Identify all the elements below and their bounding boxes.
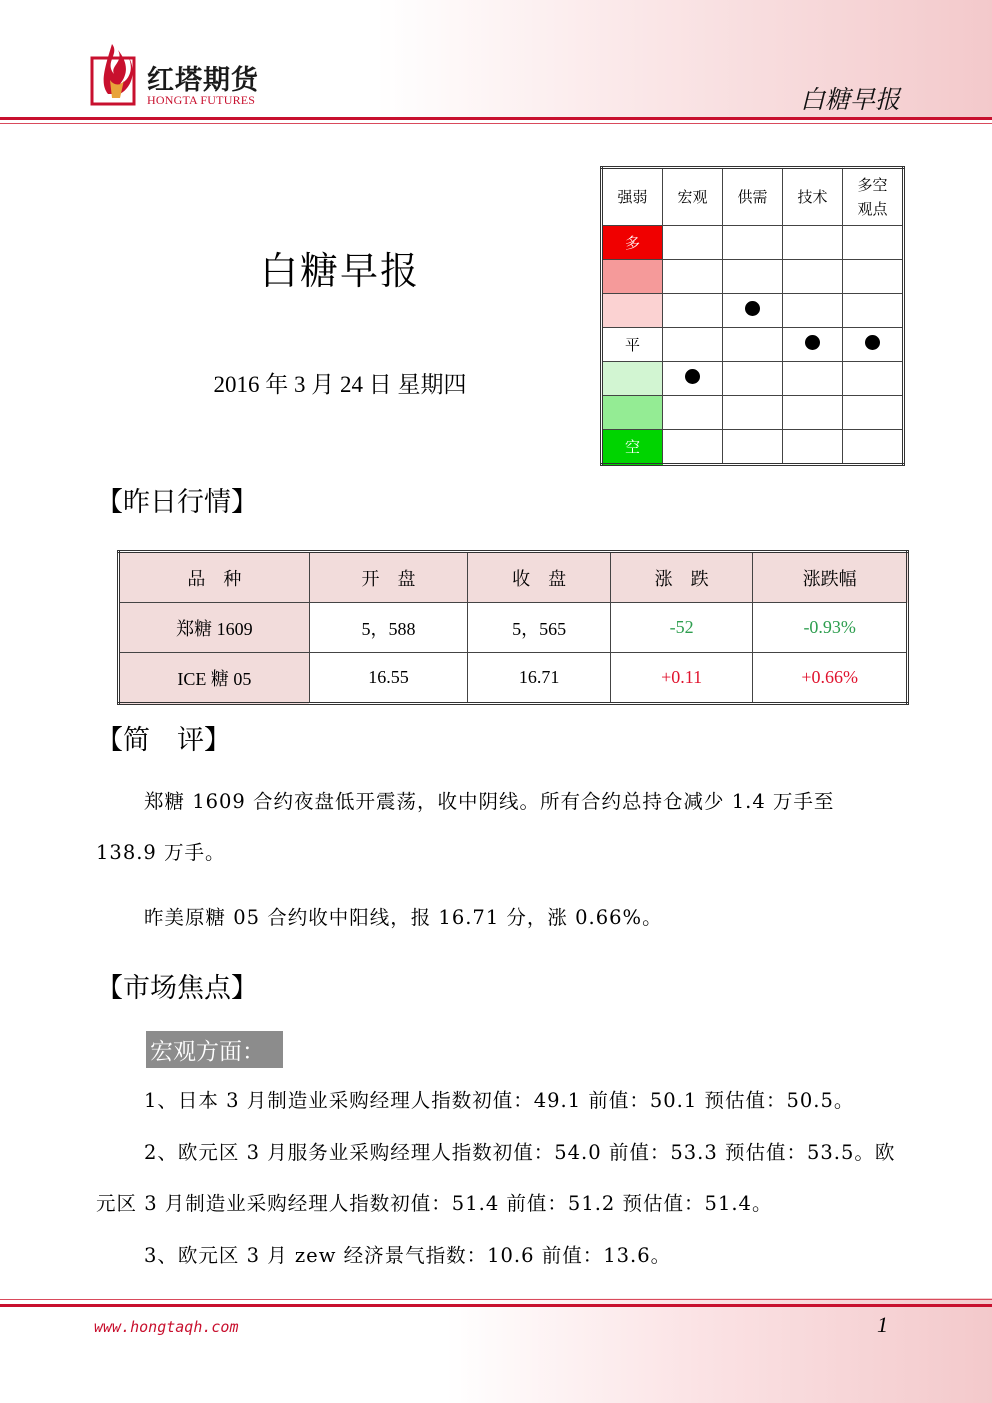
- matrix-row-level-6: [602, 396, 904, 430]
- quotes-header-row: [119, 552, 908, 603]
- footer-band: [0, 1298, 992, 1403]
- level-cell-bull: 多: [602, 226, 663, 260]
- matrix-cell: [663, 328, 723, 362]
- header-rule-thin: [0, 123, 992, 124]
- open-price: 16.55: [309, 653, 468, 704]
- level-cell: [602, 362, 663, 396]
- matrix-cell: [663, 362, 723, 396]
- price-change: +0.11: [610, 653, 753, 704]
- matrix-header-technical: 技术: [783, 168, 843, 226]
- matrix-row-level-5: [602, 362, 904, 396]
- column-header-change-pct: 涨跌幅: [753, 552, 908, 603]
- column-header-close: 收 盘: [468, 552, 611, 603]
- focus-item-3: 3、欧元区 3 月 zew 经济景气指数：10.6 前值：13.6。: [144, 1244, 672, 1267]
- matrix-row-level-4: [602, 328, 904, 362]
- matrix-cell: [723, 294, 783, 328]
- matrix-cell: [843, 294, 904, 328]
- comment-paragraph-zhengtang: 郑糖 1609 合约夜盘低开震荡，收中阴线。所有合约总持仓减少 1.4 万手至 138.9 万手。: [96, 790, 835, 864]
- focus-item-1: 1、日本 3 月制造业采购经理人指数初值：49.1 前值：50.1 预估值：50.5。: [144, 1089, 855, 1112]
- report-date: 2016 年 3 月 24 日 星期四: [213, 372, 467, 397]
- matrix-cell: [783, 328, 843, 362]
- supply-demand-mark-dot: [745, 301, 760, 316]
- level-cell: [602, 260, 663, 294]
- price-change-pct: -0.93%: [753, 603, 908, 653]
- matrix-cell: [783, 294, 843, 328]
- matrix-cell: [843, 430, 904, 465]
- level-cell: [602, 396, 663, 430]
- column-header-change: 涨 跌: [610, 552, 753, 603]
- matrix-cell: [783, 226, 843, 260]
- matrix-cell: [843, 328, 904, 362]
- matrix-header-supply-demand: 供需: [723, 168, 783, 226]
- company-name-cn: 红塔期货: [147, 65, 259, 96]
- section-heading-focus: 【市场焦点】: [96, 973, 258, 1004]
- level-cell-neutral: 平: [602, 328, 663, 362]
- flame-flag-logo-icon: [90, 40, 142, 106]
- matrix-cell: [663, 260, 723, 294]
- macro-mark-dot: [685, 369, 700, 384]
- matrix-header-row: [602, 168, 904, 226]
- matrix-cell: [723, 396, 783, 430]
- comment-paragraph-ice: 昨美原糖 05 合约收中阳线，报 16.71 分，涨 0.66%。: [144, 906, 663, 929]
- close-price: 5，565: [468, 603, 611, 653]
- footer-rule-thin: [0, 1299, 992, 1300]
- open-price: 5，588: [309, 603, 468, 653]
- matrix-cell: [843, 260, 904, 294]
- table-row: [119, 653, 908, 704]
- matrix-cell: [783, 396, 843, 430]
- technical-mark-dot: [805, 335, 820, 350]
- matrix-cell: [783, 260, 843, 294]
- matrix-cell: [783, 362, 843, 396]
- section-heading-comment: 【简 评】: [96, 725, 231, 756]
- level-cell: [602, 294, 663, 328]
- matrix-cell: [723, 362, 783, 396]
- variety-name: 郑糖 1609: [119, 603, 310, 653]
- matrix-cell: [723, 260, 783, 294]
- matrix-header-macro: 宏观: [663, 168, 723, 226]
- variety-name: ICE 糖 05: [119, 653, 310, 704]
- matrix-row-level-3: [602, 294, 904, 328]
- table-row: [119, 603, 908, 653]
- matrix-cell: [663, 294, 723, 328]
- footer-rule: [0, 1304, 992, 1307]
- matrix-cell: [843, 226, 904, 260]
- outlook-mark-dot: [865, 335, 880, 350]
- strength-matrix: [600, 166, 905, 466]
- focus-item-2: 2、欧元区 3 月服务业采购经理人指数初值：54.0 前值：53.3 预估值：53.5。欧元区 3 月制造业采购经理人指数初值：51.4 前值：51.2 预估值：51.4。: [96, 1141, 896, 1215]
- matrix-header-outlook: 多空 观点: [843, 168, 904, 226]
- header-report-name: 白糖早报: [799, 85, 900, 114]
- price-change: -52: [610, 603, 753, 653]
- close-price: 16.71: [468, 653, 611, 704]
- matrix-cell: [723, 430, 783, 465]
- matrix-row-level-7: [602, 430, 904, 465]
- quotes-table: [117, 550, 909, 705]
- company-name-en: HONGTA FUTURES: [147, 93, 256, 107]
- footer-website-link[interactable]: www.hongtaqh.com: [94, 1318, 239, 1336]
- matrix-row-level-2: [602, 260, 904, 294]
- page-title: 白糖早报: [259, 249, 420, 293]
- matrix-cell: [843, 362, 904, 396]
- price-change-pct: +0.66%: [753, 653, 908, 704]
- column-header-variety: 品 种: [119, 552, 310, 603]
- matrix-cell: [723, 328, 783, 362]
- section-heading-market: 【昨日行情】: [96, 487, 258, 518]
- level-cell-bear: 空: [602, 430, 663, 465]
- column-header-open: 开 盘: [309, 552, 468, 603]
- header-rule: [0, 117, 992, 120]
- matrix-header-strength: 强弱: [602, 168, 663, 226]
- matrix-cell: [663, 396, 723, 430]
- matrix-cell: [663, 226, 723, 260]
- matrix-cell: [843, 396, 904, 430]
- subsection-tag-macro: 宏观方面：: [146, 1031, 283, 1068]
- matrix-cell: [783, 430, 843, 465]
- page-number: 1: [877, 1312, 888, 1337]
- matrix-row-level-1: [602, 226, 904, 260]
- matrix-cell: [663, 430, 723, 465]
- matrix-cell: [723, 226, 783, 260]
